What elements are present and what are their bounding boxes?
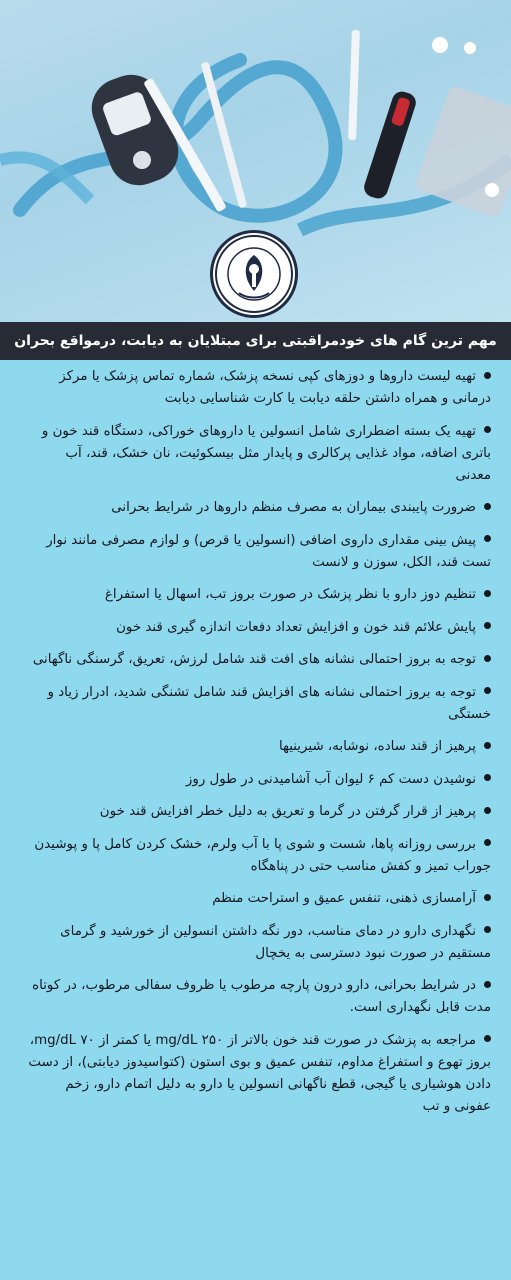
- list-item-text: آرامسازی ذهنی، تنفس عمیق و استراحت منظم: [212, 891, 476, 906]
- university-logo: [210, 230, 298, 318]
- list-item-text: تهیه لیست داروها و دوزهای کپی نسخه پزشک، شماره تماس پزشک یا مرکز درمانی و همراه داشتن حلقه دیابت یا کارت شناسایی دیابت: [59, 369, 491, 406]
- list-item: [26, 617, 491, 639]
- list-item-text: در شرایط بحرانی، دارو درون پارچه مرطوب یا ظروف سفالی مرطوب، در کوتاه مدت قابل نگهداری است.: [32, 978, 491, 1015]
- university-seal-icon: [213, 233, 295, 315]
- list-item: [26, 497, 491, 519]
- list-item: [26, 649, 491, 671]
- bullet-icon: [484, 687, 491, 694]
- bullet-icon: [484, 590, 491, 597]
- bullet-icon: [484, 655, 491, 662]
- list-item: [26, 530, 491, 574]
- list-item: [26, 682, 491, 726]
- list-item-text: تهیه یک بسته اضطراری شامل انسولین یا داروهای خوراکی، دستگاه قند خون و باتری اضافه، مواد غذایی پرکالری و پایدار مثل بیسکوئیت، نان خشک، قند، آب معدنی: [41, 423, 491, 483]
- bullet-icon: [484, 981, 491, 988]
- list-item-text: پیش بینی مقداری داروی اضافی (انسولین یا قرص) و لوازم مصرفی مانند نوار تست قند، الکل، سوزن و لانست: [46, 532, 491, 570]
- bullet-icon: [484, 894, 491, 901]
- bullet-icon: [484, 372, 491, 379]
- list-item: [26, 1030, 491, 1118]
- list-item-text: پرهیز از قرار گرفتن در گرما و تعریق به دلیل خطر افزایش قند خون: [99, 804, 476, 819]
- list-item: [26, 421, 491, 487]
- page-title: مهم ترین گام های خودمراقبتی برای مبتلایان به دیابت، درمواقع بحران: [0, 322, 511, 360]
- bullet-icon: [484, 807, 491, 814]
- header-photo: [0, 0, 511, 325]
- list-item-text: ضرورت پایبندی بیماران به مصرف منظم داروها در شرایط بحرانی: [111, 500, 476, 515]
- bullet-icon: [484, 503, 491, 510]
- list-item-text: تنظیم دوز دارو با نظر پزشک در صورت بروز تب، اسهال یا استفراغ: [104, 587, 476, 602]
- list-item-text: پایش علائم قند خون و افزایش تعداد دفعات اندازه گیری قند خون: [116, 619, 476, 635]
- list-item: [26, 834, 491, 878]
- bullet-icon: [484, 839, 491, 846]
- list-item: [26, 769, 491, 791]
- list-item: [26, 736, 491, 758]
- list-item-text: نگهداری دارو در دمای مناسب، دور نگه داشتن انسولین از خورشید و گرمای مستقیم در صورت نبود دسترسی به یخچال: [60, 923, 491, 961]
- list-item: [26, 921, 491, 965]
- bullet-icon: [484, 622, 491, 629]
- list-item: [26, 801, 491, 823]
- bullet-icon: [484, 742, 491, 749]
- bullet-icon: [484, 535, 491, 542]
- bullet-icon: [484, 774, 491, 781]
- list-item: [26, 975, 491, 1019]
- list-item-text: نوشیدن دست کم ۶ لیوان آب آشامیدنی در طول روز: [185, 771, 476, 787]
- bullet-icon: [484, 1035, 491, 1042]
- tips-list: [0, 360, 511, 1118]
- list-item-text: توجه به بروز احتمالی نشانه های افزایش قند شامل تشنگی شدید، ادرار زیاد و خستگی: [47, 684, 491, 722]
- bullet-icon: [484, 926, 491, 933]
- list-item: [26, 366, 491, 410]
- list-item-text: مراجعه به پزشک در صورت قند خون بالاتر از ۲۵۰ mg/dL یا کمتر از ۷۰ mg/dL، بروز تهوع و استفراغ مداوم، تنفس عمیق و بوی استون (کتواسیدوز دیابتی)، از دست دادن هوشیاری یا گیجی، قطع ناگهانی انسولین یا دارو به دلیل اتمام دارو، زخم عفونی و تب: [28, 1032, 491, 1114]
- list-item-text: بررسی روزانه پاها، شست و شوی پا با آب ولرم، خشک کردن کامل پا و پوشیدن جوراب تمیز و کفش مناسب حتی در پناهگاه: [34, 836, 491, 874]
- list-item-text: توجه به بروز احتمالی نشانه های افت قند شامل لرزش، تعریق، گرسنگی ناگهانی: [32, 652, 476, 667]
- list-item-text: پرهیز از قند ساده، نوشابه، شیرینیها: [278, 739, 476, 754]
- bullet-icon: [484, 426, 491, 433]
- tips-panel: [0, 360, 511, 1280]
- list-item: [26, 888, 491, 910]
- list-item: [26, 584, 491, 606]
